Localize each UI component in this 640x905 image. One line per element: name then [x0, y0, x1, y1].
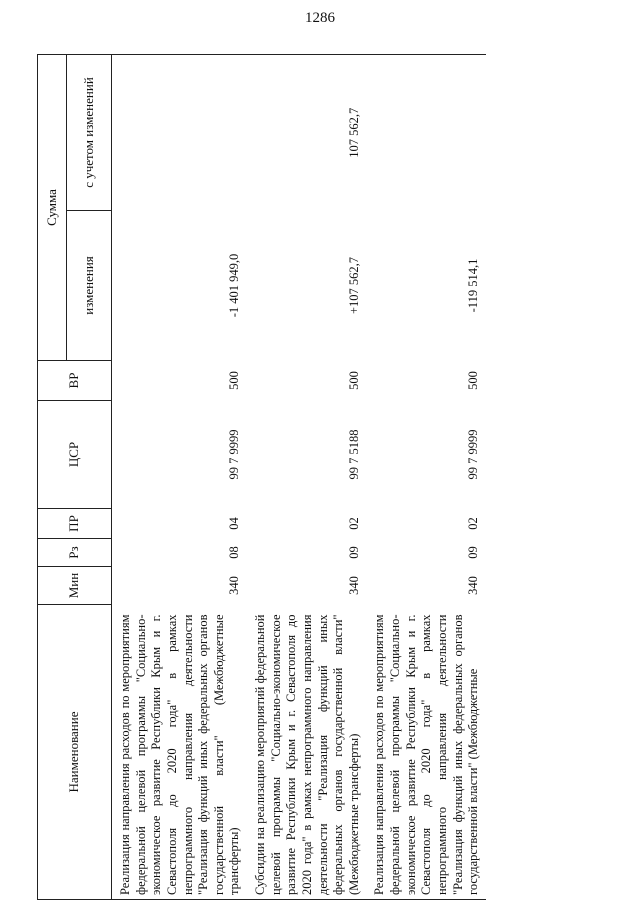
page-number: 1286 [305, 10, 335, 26]
row-name: Реализация направления расходов по мероприятиям федеральной целевой программы "Социально-экономическое развитие Республики Крым и г. Севастополя до 2020 года" в рамках непрограммного направления деятельности "Реализация функций иных федеральных органов государственной власти" (Межбюджетные [366, 605, 485, 900]
row-with-change: 107 562,7 [247, 55, 366, 211]
header-with-change: с учетом изменений [67, 55, 112, 211]
row-csr: 99 7 9999 [466, 429, 481, 480]
row-vr: 500 [466, 371, 481, 390]
table-row [112, 55, 248, 900]
table-row [247, 55, 366, 900]
header-min: Мин [38, 567, 112, 605]
row-with-change [112, 55, 248, 211]
header-vr: ВР [38, 361, 112, 401]
row-csr: 99 7 9999 [227, 429, 242, 480]
row-vr: 500 [346, 371, 361, 390]
row-rz: 08 [227, 546, 242, 559]
rotated-table-container [37, 55, 602, 900]
row-change: -119 514,1 [466, 258, 481, 313]
row-vr: 500 [227, 371, 242, 390]
header-rz: Рз [38, 539, 112, 567]
row-name: Реализация направления расходов по мероприятиям федеральной целевой программы "Социально-экономическое развитие Республики Крым и г. Севастополя до 2020 года" в рамках непрограммного направления деятельности "Реализация функций иных федеральных органов государственной власти" (Межбюджетные трансферты) [112, 605, 248, 900]
row-with-change [366, 55, 485, 211]
row-pr: 04 [227, 517, 242, 530]
budget-table [37, 54, 486, 900]
header-sum: Сумма [38, 55, 67, 361]
row-change: +107 562,7 [346, 256, 361, 315]
row-rz: 09 [466, 546, 481, 559]
row-rz: 09 [346, 546, 361, 559]
header-name: Наименование [38, 605, 112, 900]
row-change: -1 401 949,0 [227, 253, 242, 318]
row-name: Субсидии на реализацию мероприятий федеральной целевой программы "Социально-экономическое развитие Республики Крым и г. Севастополя до 2020 года" в рамках непрограммного направления деятельности "Реализация функций иных федеральных органов государственной власти" (Межбюджетные трансферты) [247, 605, 366, 900]
row-pr: 02 [346, 517, 361, 530]
header-pr: ПР [38, 509, 112, 539]
header-csr: ЦСР [38, 401, 112, 509]
table-row [366, 55, 485, 900]
row-pr: 02 [466, 517, 481, 530]
row-csr: 99 7 5188 [346, 429, 361, 480]
row-min: 340 [346, 576, 361, 595]
row-min: 340 [227, 576, 242, 595]
row-min: 340 [466, 576, 481, 595]
header-change: изменения [67, 211, 112, 361]
